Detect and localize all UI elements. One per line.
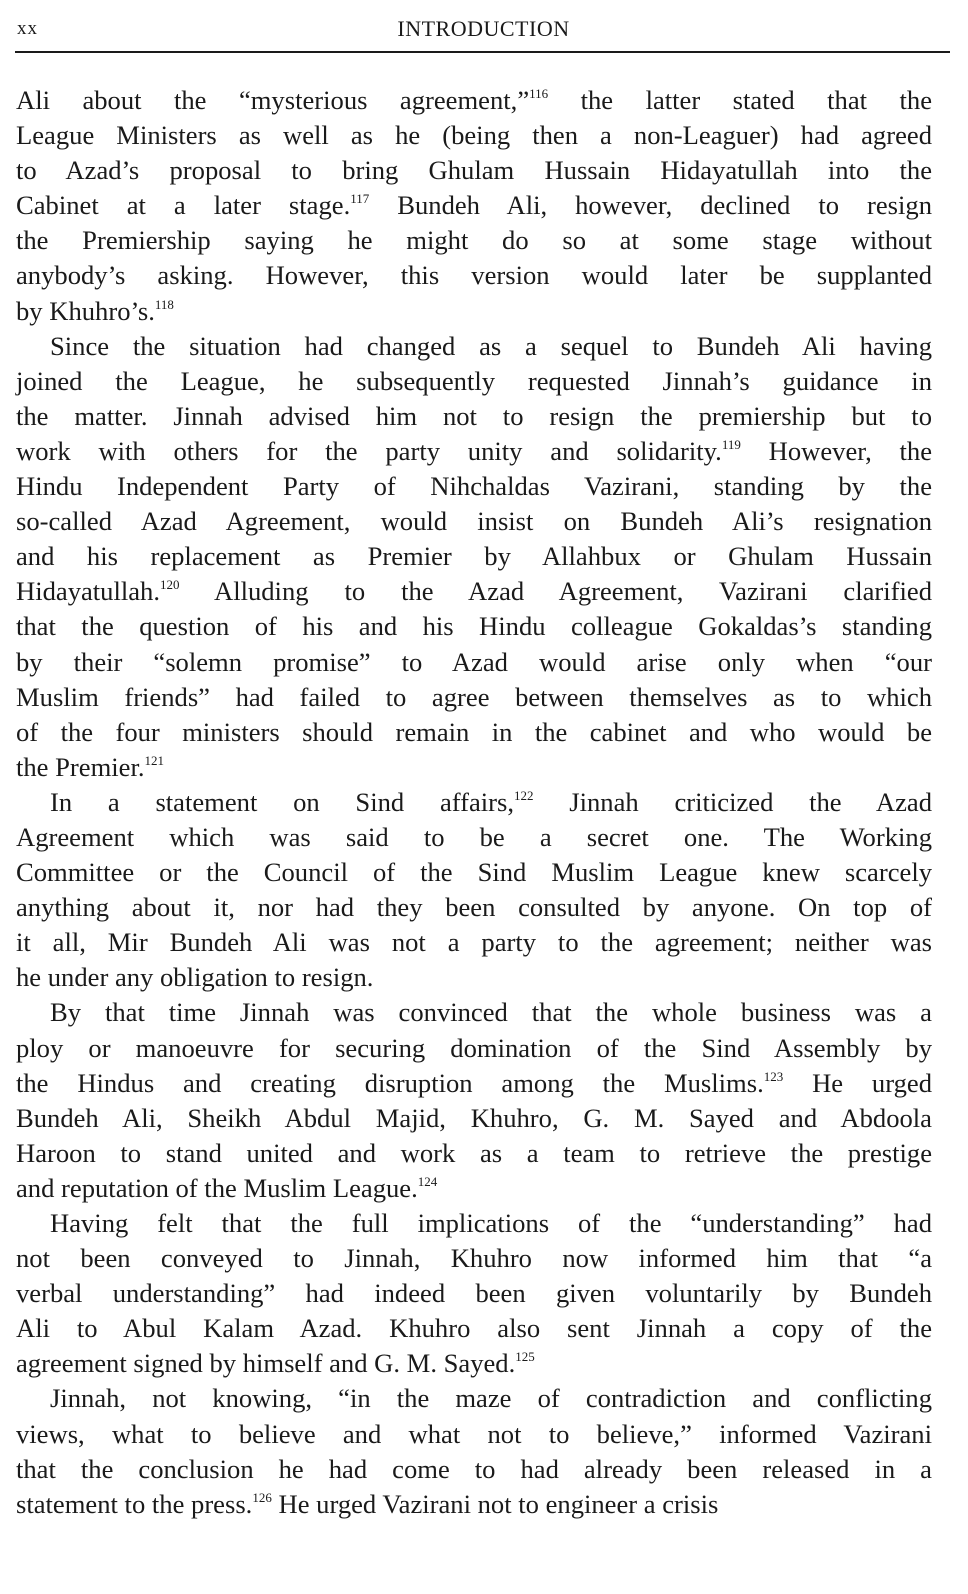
text-run: the Premier. (16, 751, 145, 782)
text-run: verbal understanding” had indeed been given voluntarily by Bundeh (16, 1278, 932, 1309)
footnote-ref: 123 (763, 1068, 784, 1084)
text-run: so-called Azad Agreement, would insist on Bundeh Ali’s resignation (16, 506, 932, 537)
text-line (16, 925, 932, 960)
text-line (16, 118, 932, 153)
footnote-ref: 126 (252, 1489, 272, 1505)
text-line (16, 750, 932, 785)
text-run: he under any obligation to resign. (16, 962, 374, 993)
text-line (16, 469, 932, 504)
chapter-title: INTRODUCTION (397, 16, 570, 41)
text-run: He urged Vazirani not to engineer a crisis (271, 1488, 719, 1519)
text-run: In a statement on Sind affairs, (50, 786, 515, 817)
text-line (16, 995, 932, 1030)
text-run: and his replacement as Premier by Allahbux or Ghulam Hussain (16, 541, 932, 572)
text-run: joined the League, he subsequently requested Jinnah’s guidance in (16, 365, 932, 396)
text-run: Alluding to the Azad Agreement, Vazirani clarified (179, 576, 932, 607)
text-run: Hidayatullah. (16, 576, 161, 607)
text-run: to Azad’s proposal to bring Ghulam Hussain Hidayatullah into the (16, 155, 932, 186)
text-run: However, the (740, 435, 932, 466)
page-number: xx (17, 18, 38, 39)
text-run: statement to the press. (16, 1488, 253, 1519)
header-rule (15, 51, 950, 53)
text-run: that the question of his and his Hindu colleague Gokaldas’s standing (16, 611, 932, 642)
text-line (16, 539, 932, 574)
text-run: Bundeh Ali, Sheikh Abdul Majid, Khuhro, G. M. Sayed and Abdoola (16, 1102, 932, 1133)
text-line (16, 960, 932, 995)
text-run: agreement signed by himself and G. M. Sayed. (16, 1348, 516, 1379)
footnote-ref: 122 (514, 787, 534, 803)
text-run: Hindu Independent Party of Nihchaldas Vazirani, standing by the (16, 471, 932, 502)
text-line (16, 1276, 932, 1311)
text-run: the Hindus and creating disruption among the Muslims. (16, 1067, 764, 1098)
text-line (16, 1452, 932, 1487)
text-run: ploy or manoeuvre for securing domination of the Sind Assembly by (16, 1032, 932, 1063)
text-run: Since the situation had changed as a sequel to Bundeh Ali having (50, 330, 932, 361)
text-run: Muslim friends” had failed to agree between themselves as to which (16, 681, 932, 712)
text-run: Ali to Abul Kalam Azad. Khuhro also sent Jinnah a copy of the (16, 1313, 932, 1344)
body-text (16, 83, 932, 1522)
text-run: work with others for the party unity and solidarity. (16, 435, 722, 466)
text-line (16, 1101, 932, 1136)
text-line (16, 188, 932, 223)
text-line (16, 855, 932, 890)
text-run: League Ministers as well as he (being then a non-Leaguer) had agreed (16, 120, 932, 151)
text-line (16, 1346, 932, 1381)
footnote-ref: 125 (515, 1349, 535, 1365)
text-run: Committee or the Council of the Sind Muslim League knew scarcely (16, 857, 932, 888)
text-line (16, 504, 932, 539)
text-line (16, 1066, 932, 1101)
text-line (16, 1417, 932, 1452)
footnote-ref: 116 (529, 86, 549, 101)
text-run: Haroon to stand united and work as a team to retrieve the prestige (16, 1137, 932, 1168)
footnote-ref: 119 (721, 436, 741, 452)
text-line (16, 83, 932, 118)
text-run: not been conveyed to Jinnah, Khuhro now informed him that “a (16, 1243, 932, 1274)
text-line (16, 1381, 932, 1416)
text-run: Cabinet at a later stage. (16, 190, 351, 221)
text-run: and reputation of the Muslim League. (16, 1172, 418, 1203)
text-line (16, 364, 932, 399)
text-run: of the four ministers should remain in the cabinet and who would be (16, 716, 932, 747)
text-run: Agreement which was said to be a secret one. The Working (16, 821, 932, 852)
footnote-ref: 117 (350, 191, 370, 207)
text-line (16, 1487, 932, 1522)
text-line (16, 434, 932, 469)
text-line (16, 1206, 932, 1241)
text-line (16, 820, 932, 855)
text-run: the latter stated that the (548, 85, 932, 115)
text-line (16, 1031, 932, 1066)
text-run: by their “solemn promise” to Azad would arise only when “our (16, 646, 932, 677)
running-header (17, 14, 950, 44)
footnote-ref: 121 (144, 752, 165, 768)
text-line (16, 1171, 932, 1206)
footnote-ref: 118 (154, 296, 174, 312)
text-line (16, 258, 932, 293)
text-line (16, 785, 932, 820)
text-run: anybody’s asking. However, this version would later be supplanted (16, 260, 932, 291)
text-line (16, 294, 932, 329)
text-line (16, 223, 932, 258)
text-line (16, 609, 932, 644)
text-line (16, 574, 932, 609)
footnote-ref: 124 (417, 1173, 438, 1189)
text-run: the matter. Jinnah advised him not to resign the premiership but to (16, 400, 932, 431)
text-line (16, 1311, 932, 1346)
text-run: by Khuhro’s. (16, 295, 155, 326)
text-line (16, 680, 932, 715)
text-run: Jinnah, not knowing, “in the maze of contradiction and conflicting (50, 1383, 932, 1414)
text-run: anything about it, nor had they been consulted by anyone. On top of (16, 892, 932, 923)
text-run: By that time Jinnah was convinced that the whole business was a (50, 997, 932, 1028)
text-line (16, 399, 932, 434)
text-run: it all, Mir Bundeh Ali was not a party to the agreement; neither was (16, 927, 932, 958)
text-line (16, 890, 932, 925)
text-run: Bundeh Ali, however, declined to resign (369, 190, 932, 221)
text-line (16, 715, 932, 750)
footnote-ref: 120 (160, 577, 180, 593)
text-run: that the conclusion he had come to had already been released in a (16, 1453, 932, 1484)
text-run: Having felt that the full implications of the “understanding” had (50, 1208, 932, 1238)
text-line (16, 1241, 932, 1276)
text-line (16, 153, 932, 188)
text-run: the Premiership saying he might do so at some stage without (16, 225, 932, 256)
text-line (16, 329, 932, 364)
text-line (16, 645, 932, 680)
text-run: He urged (783, 1067, 932, 1098)
text-run: Ali about the “mysterious agreement,” (16, 85, 530, 115)
text-run: Jinnah criticized the Azad (533, 786, 932, 817)
text-run: views, what to believe and what not to believe,” informed Vazirani (16, 1418, 932, 1449)
text-line (16, 1136, 932, 1171)
